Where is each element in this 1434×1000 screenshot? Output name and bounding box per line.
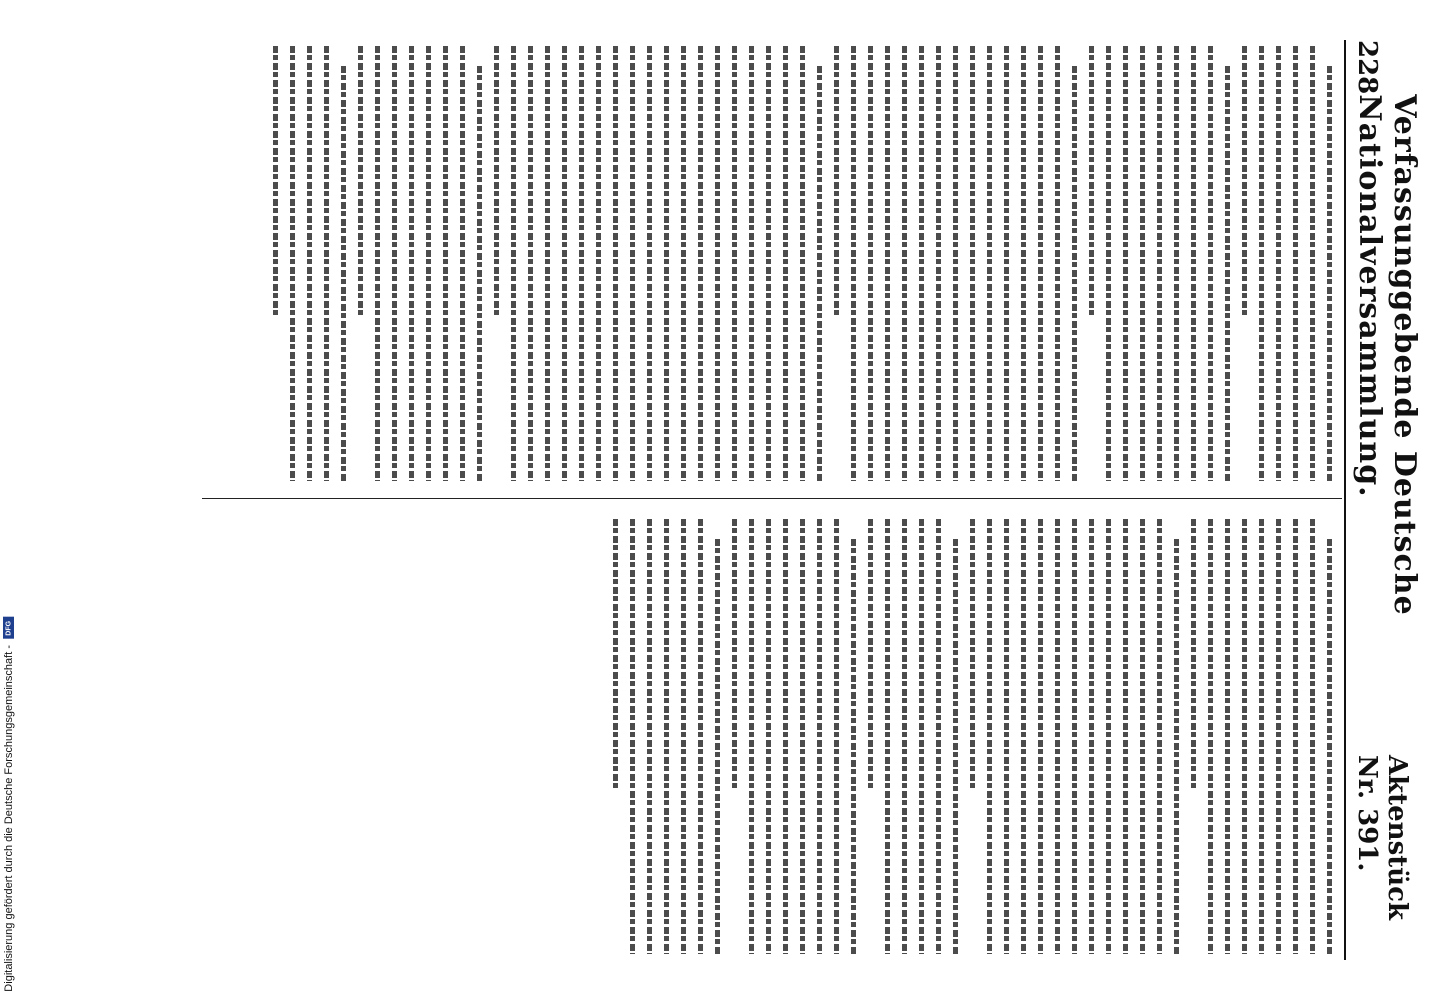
dfg-logo-icon: DFG bbox=[4, 617, 15, 639]
text-line bbox=[1327, 66, 1332, 481]
text-line bbox=[1055, 46, 1060, 481]
text-line bbox=[1191, 46, 1196, 481]
text-line bbox=[1140, 46, 1145, 481]
text-line bbox=[358, 46, 363, 316]
text-line bbox=[698, 46, 703, 481]
text-line bbox=[1327, 539, 1332, 954]
text-line bbox=[341, 66, 346, 481]
text-line bbox=[1259, 519, 1264, 954]
text-line bbox=[562, 46, 567, 481]
text-line bbox=[970, 46, 975, 481]
right-text-column bbox=[42, 513, 1342, 960]
text-line bbox=[324, 46, 329, 481]
text-line bbox=[273, 46, 278, 316]
scan-caption bbox=[3, 617, 15, 992]
text-line bbox=[460, 46, 465, 481]
text-line bbox=[885, 46, 890, 481]
text-line bbox=[749, 46, 754, 481]
text-line bbox=[647, 46, 652, 481]
text-line bbox=[698, 519, 703, 954]
text-line bbox=[987, 519, 992, 954]
text-line bbox=[919, 519, 924, 954]
text-line bbox=[783, 46, 788, 481]
text-line bbox=[783, 519, 788, 954]
text-line bbox=[868, 519, 873, 789]
text-line bbox=[1174, 539, 1179, 954]
text-line bbox=[919, 46, 924, 481]
text-line bbox=[936, 46, 941, 481]
text-line bbox=[715, 46, 720, 481]
text-line bbox=[579, 46, 584, 481]
text-line bbox=[1242, 46, 1247, 316]
column-divider bbox=[202, 498, 1342, 499]
text-line bbox=[1293, 519, 1298, 954]
text-line bbox=[902, 46, 907, 481]
text-line bbox=[970, 519, 975, 789]
text-line bbox=[426, 46, 431, 481]
text-line bbox=[681, 519, 686, 954]
text-line bbox=[1123, 519, 1128, 954]
scan-caption-text: Digitalisierung gefördert durch die Deutsche Forschungsgemeinschaft - bbox=[3, 645, 15, 992]
text-line bbox=[1072, 66, 1077, 481]
text-line bbox=[851, 539, 856, 954]
text-line bbox=[800, 519, 805, 954]
text-line bbox=[766, 519, 771, 954]
text-line bbox=[596, 46, 601, 481]
left-text-column bbox=[42, 40, 1342, 487]
text-line bbox=[1140, 519, 1145, 954]
text-line bbox=[630, 519, 635, 954]
text-line bbox=[1072, 519, 1077, 954]
text-line bbox=[902, 519, 907, 954]
text-line bbox=[800, 46, 805, 481]
text-line bbox=[868, 46, 873, 481]
text-line bbox=[953, 539, 958, 954]
text-line bbox=[511, 46, 516, 481]
text-line bbox=[834, 519, 839, 954]
text-line bbox=[1106, 519, 1111, 954]
text-line bbox=[1004, 46, 1009, 481]
text-line bbox=[307, 46, 312, 481]
text-line bbox=[1208, 519, 1213, 954]
text-line bbox=[1208, 46, 1213, 481]
text-line bbox=[647, 519, 652, 954]
text-line bbox=[1225, 66, 1230, 481]
text-line bbox=[715, 539, 720, 954]
text-line bbox=[545, 46, 550, 481]
text-line bbox=[477, 66, 482, 481]
text-line bbox=[1174, 46, 1179, 481]
text-line bbox=[1191, 519, 1196, 789]
text-line bbox=[1310, 46, 1315, 481]
text-line bbox=[613, 46, 618, 481]
text-line bbox=[443, 46, 448, 481]
text-line bbox=[1055, 519, 1060, 954]
text-line bbox=[817, 66, 822, 481]
text-line bbox=[1293, 46, 1298, 481]
text-line bbox=[664, 519, 669, 954]
text-line bbox=[1089, 46, 1094, 316]
text-line bbox=[1276, 46, 1281, 481]
text-line bbox=[1038, 519, 1043, 954]
text-line bbox=[1089, 519, 1094, 954]
text-line bbox=[1157, 519, 1162, 954]
text-line bbox=[1242, 519, 1247, 954]
document-id: Aktenstück Nr. 391. bbox=[1352, 754, 1412, 920]
text-line bbox=[1038, 46, 1043, 481]
text-line bbox=[1106, 46, 1111, 481]
text-line bbox=[732, 519, 737, 789]
page-header bbox=[1344, 40, 1422, 960]
text-line bbox=[1004, 519, 1009, 954]
text-line bbox=[290, 46, 295, 481]
text-line bbox=[987, 46, 992, 481]
page-number: 228 bbox=[1352, 40, 1382, 95]
running-title: Verfassunggebende Deutsche Nationalversammlung. bbox=[1352, 94, 1422, 616]
text-line bbox=[1157, 46, 1162, 481]
text-line bbox=[681, 46, 686, 481]
text-line bbox=[749, 519, 754, 954]
text-line bbox=[1021, 519, 1026, 954]
text-line bbox=[392, 46, 397, 481]
text-line bbox=[528, 46, 533, 481]
text-line bbox=[817, 519, 822, 954]
text-line bbox=[613, 519, 618, 789]
text-line bbox=[409, 46, 414, 481]
text-line bbox=[494, 46, 499, 316]
text-line bbox=[834, 46, 839, 316]
text-line bbox=[732, 46, 737, 481]
text-line bbox=[885, 519, 890, 954]
text-line bbox=[953, 46, 958, 481]
text-line bbox=[1021, 46, 1026, 481]
text-line bbox=[1225, 519, 1230, 954]
text-line bbox=[664, 46, 669, 481]
text-line bbox=[936, 519, 941, 954]
text-line bbox=[851, 46, 856, 481]
text-line bbox=[1259, 46, 1264, 481]
text-line bbox=[630, 46, 635, 481]
text-line bbox=[375, 46, 380, 481]
text-line bbox=[766, 46, 771, 481]
text-line bbox=[1276, 519, 1281, 954]
text-line bbox=[1123, 46, 1128, 481]
text-line bbox=[1310, 519, 1315, 954]
